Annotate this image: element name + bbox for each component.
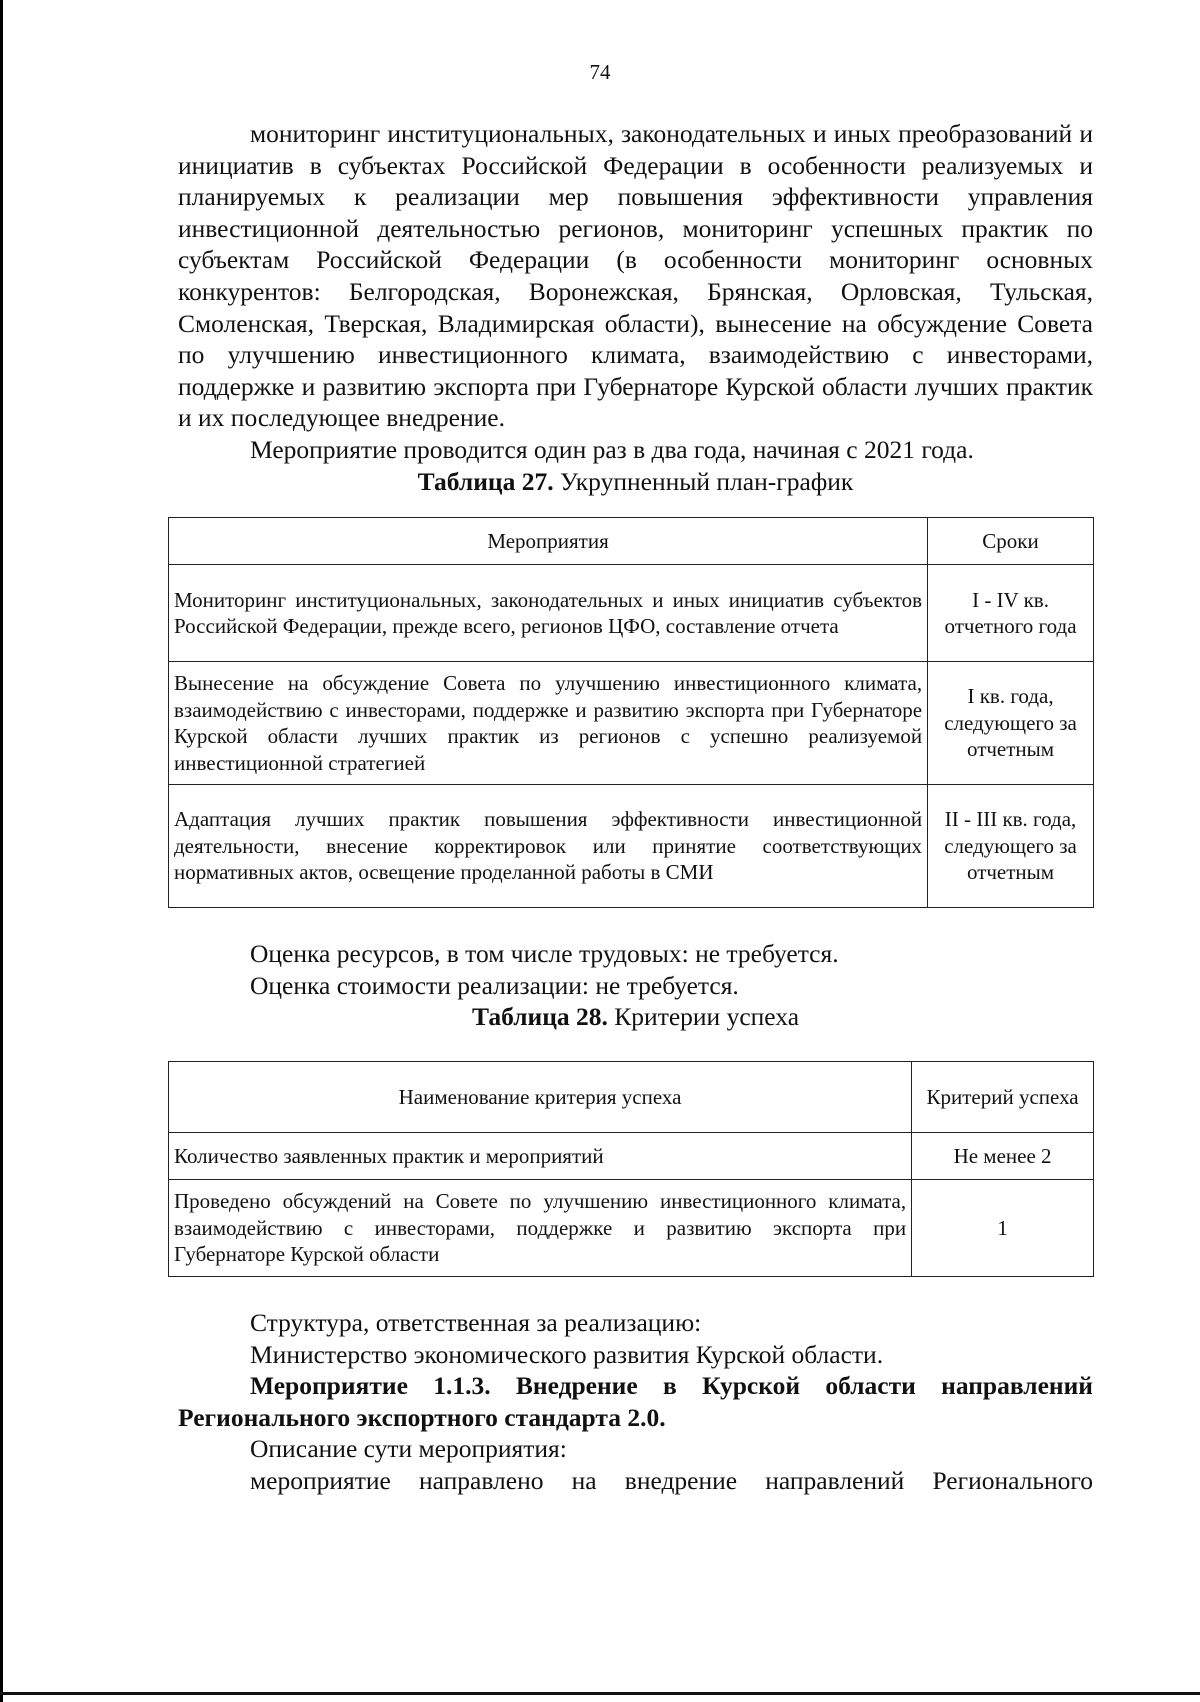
table-row: [169, 1132, 1094, 1179]
cost-assessment: Оценка стоимости реализации: не требуется.: [250, 970, 739, 1000]
table-header-row: [169, 518, 1094, 565]
term-cell: II - III кв. года, следующего за отчетным: [928, 785, 1094, 908]
table-row: [169, 785, 1094, 908]
table-row: [169, 662, 1094, 785]
term-cell: I - IV кв. отчетного года: [928, 565, 1094, 662]
responsible-value: Министерство экономического развития Курской области.: [250, 1339, 884, 1369]
criterion-value-cell: Не менее 2: [912, 1132, 1094, 1179]
criterion-value-cell: 1: [912, 1179, 1094, 1276]
frequency-text: Мероприятие проводится один раз в два года, начиная с 2021 года.: [250, 434, 974, 464]
activity-cell: Адаптация лучших практик повышения эффективности инвестиционной деятельности, внесение корректировок или принятие соответствующих нормативных актов, освещение проделанной работы в СМИ: [169, 785, 928, 908]
table27-caption: [178, 466, 1093, 498]
header-criterion-value: Критерий успеха: [912, 1061, 1094, 1132]
activity-cell: Мониторинг институциональных, законодательных и иных инициатив субъектов Российской Федерации, прежде всего, регионов ЦФО, составление отчета: [169, 565, 928, 662]
description-start: мероприятие направлено на внедрение направлений Регионального: [250, 1465, 1093, 1495]
table28-caption-number: Таблица 28.: [471, 1002, 608, 1032]
event-title: Мероприятие 1.1.3. Внедрение в Курской области направлений Регионального экспортного стандарта 2.0.: [178, 1371, 1093, 1432]
intro-paragraph: мониторинг институциональных, законодательных и иных преобразований и инициатив в субъектах Российской Федерации в особенности реализуемых и планируемых к реализации мер повышения эффективности управления инвестиционной деятельностью регионов, мониторинг успешных практик по субъектам Российской Федерации (в особенности мониторинг основных конкурентов: Белгородская, Воронежская, Брянская, Орловская, Тульская, Смоленская, Тверская, Владимирская области), вынесение на обсуждение Совета по улучшению инвестиционного климата, взаимодействию с инвесторами, поддержке и развитию экспорта при Губернаторе Курской области лучших практик и их последующее внедрение.: [178, 119, 1093, 433]
schedule-table: [168, 517, 1094, 908]
page-number: 74: [589, 60, 611, 84]
document-body: [174, 118, 1093, 1496]
criterion-name-cell: Количество заявленных практик и мероприятий: [169, 1132, 912, 1179]
table27-caption-number: Таблица 27.: [417, 466, 554, 496]
table-row: [169, 565, 1094, 662]
header-terms: Сроки: [928, 518, 1094, 565]
table-header-row: [169, 1061, 1094, 1132]
header-activities: Мероприятия: [169, 518, 928, 565]
header-criterion-name: Наименование критерия успеха: [169, 1061, 912, 1132]
table27-caption-title: Укрупненный план-график: [553, 466, 854, 496]
description-label: Описание сути мероприятия:: [250, 1434, 567, 1464]
criterion-name-cell: Проведено обсуждений на Совете по улучшению инвестиционного климата, взаимодействию с инвесторами, поддержке и развитию экспорта при Губернаторе Курской области: [169, 1179, 912, 1276]
table-row: [169, 1179, 1094, 1276]
activity-cell: Вынесение на обсуждение Совета по улучшению инвестиционного климата, взаимодействию с инвесторами, поддержке и развитию экспорта при Губернаторе Курской области лучших практик из регионов с успешно реализуемой инвестиционной стратегией: [169, 662, 928, 785]
scan-bottom-edge: [0, 1692, 1200, 1695]
responsible-label: Структура, ответственная за реализацию:: [250, 1307, 702, 1337]
scan-left-edge: [0, 0, 3, 1702]
criteria-table: [168, 1061, 1094, 1277]
table28-caption: [178, 1001, 1093, 1033]
table28-caption-title: Критерии успеха: [607, 1002, 800, 1032]
resources-assessment: Оценка ресурсов, в том числе трудовых: не требуется.: [250, 939, 839, 969]
term-cell: I кв. года, следующего за отчетным: [928, 662, 1094, 785]
